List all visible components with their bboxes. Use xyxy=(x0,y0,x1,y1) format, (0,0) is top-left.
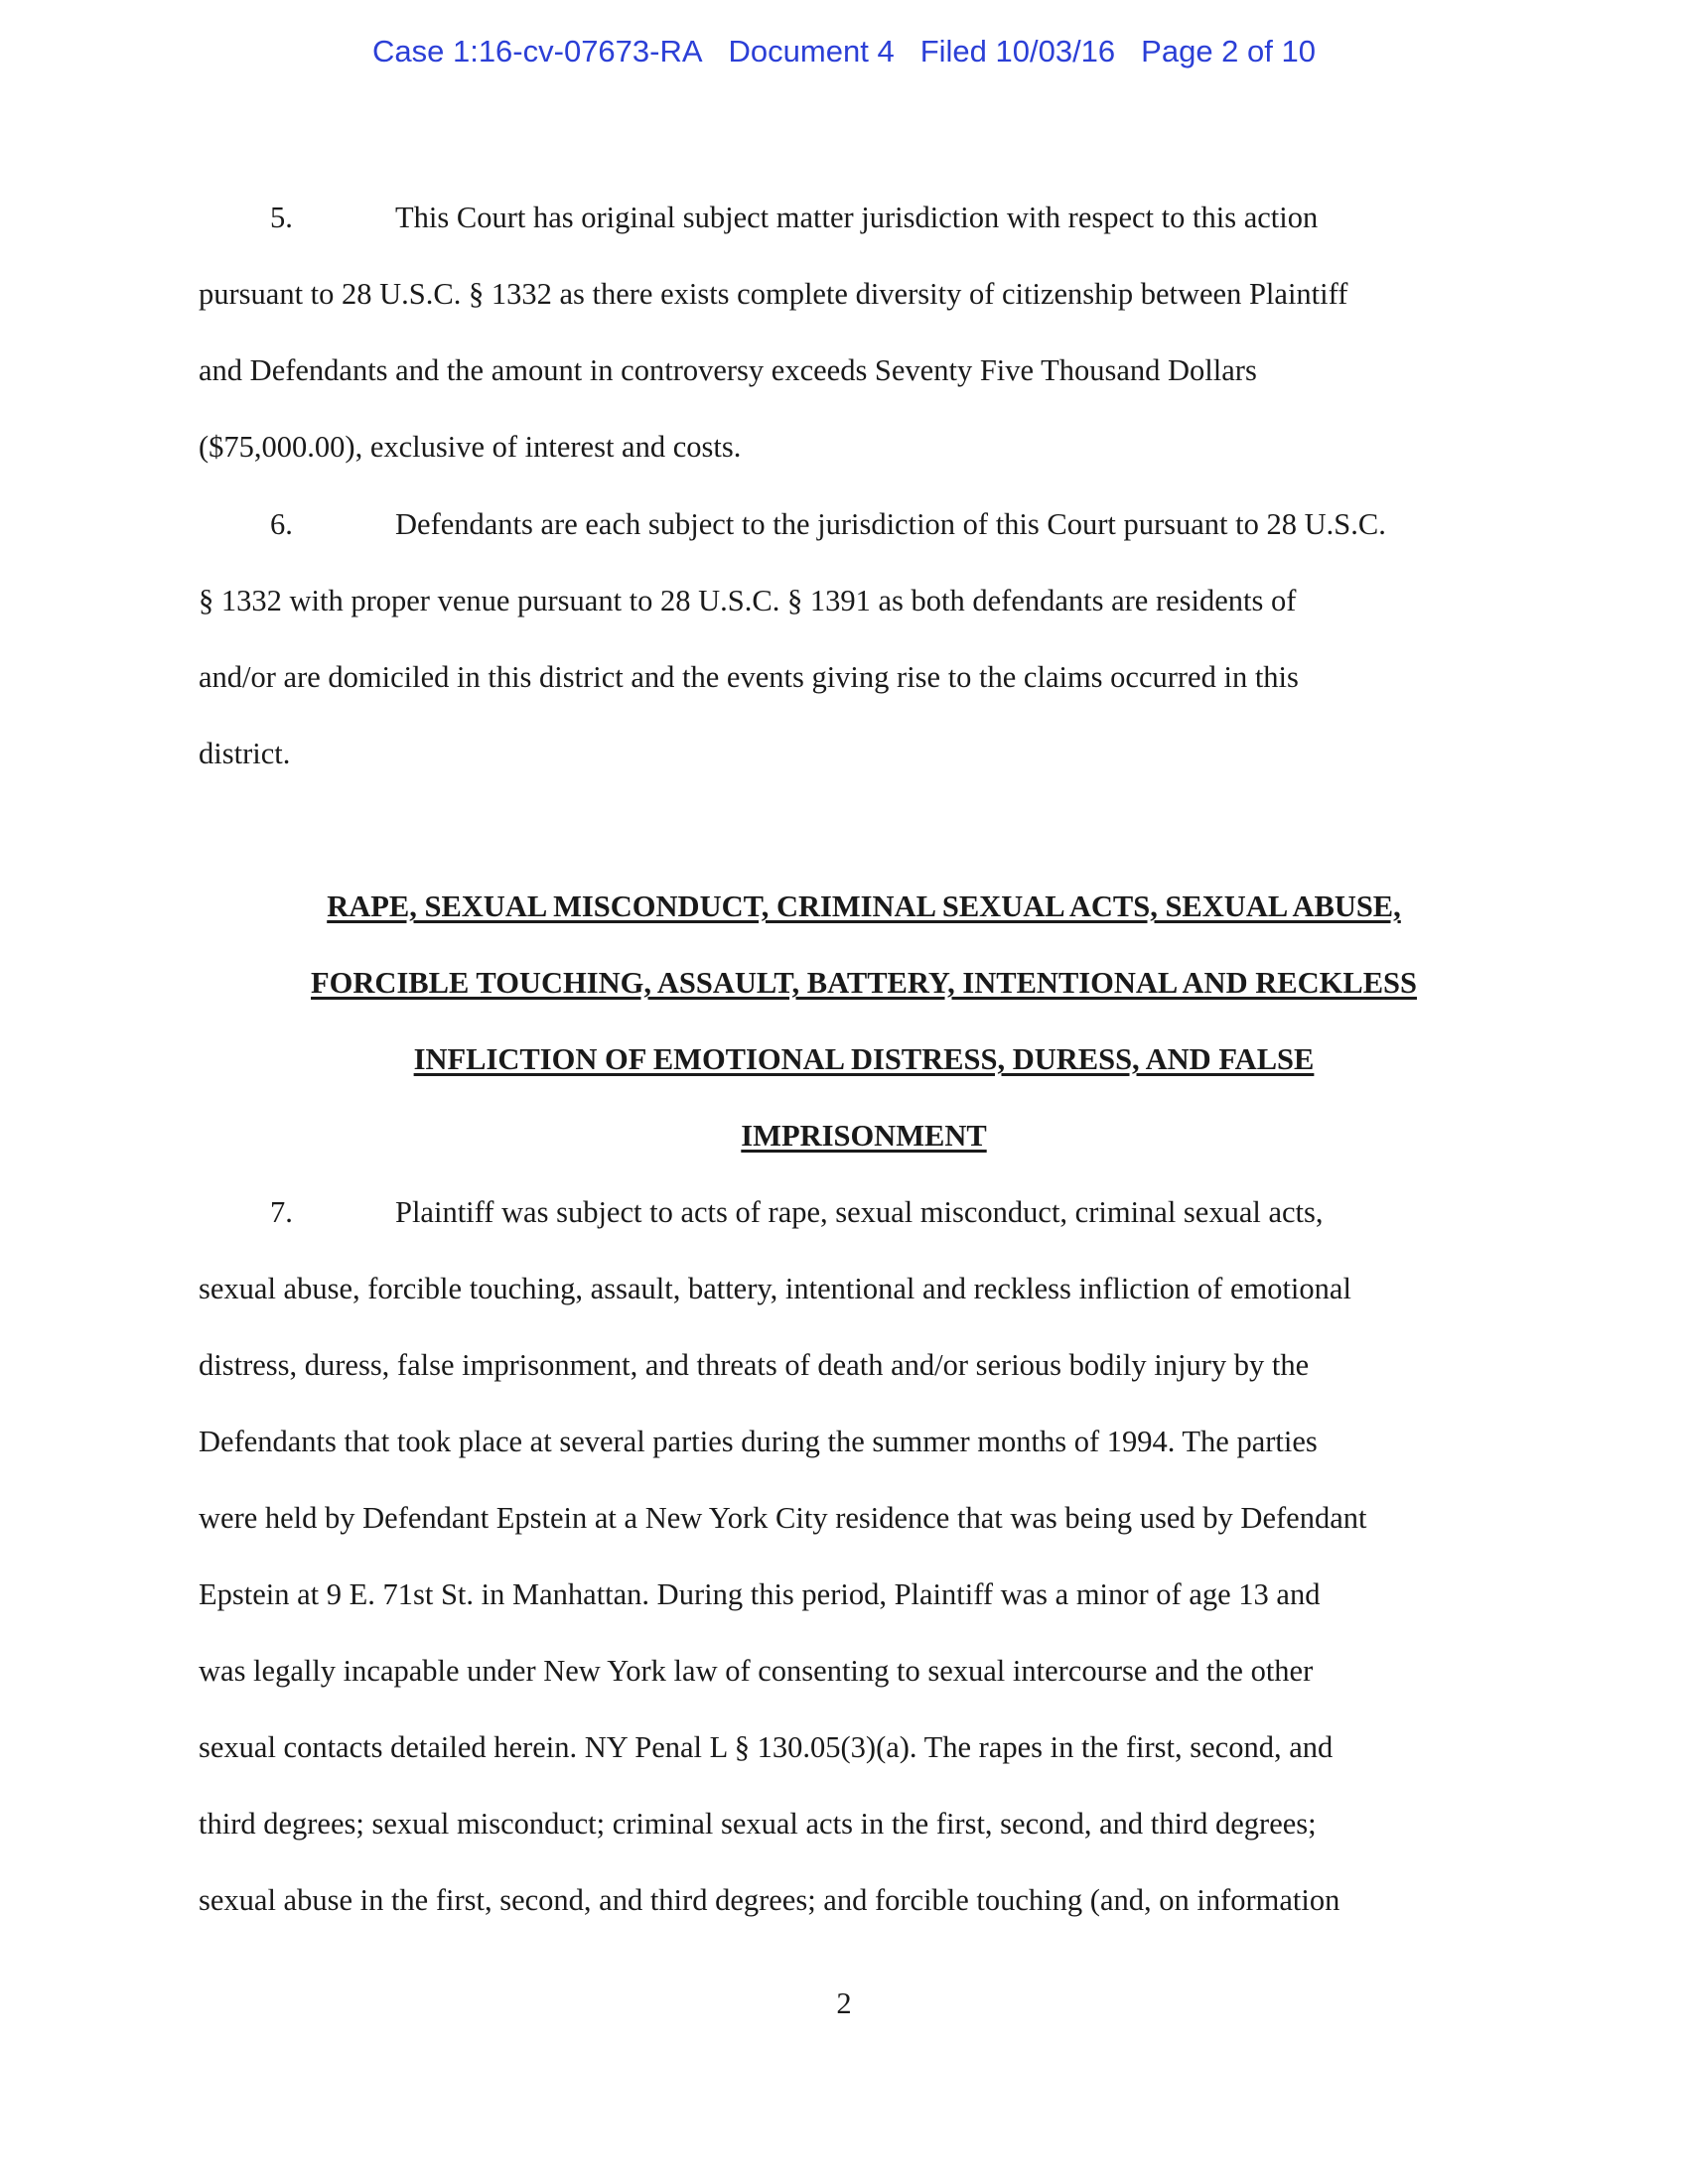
paragraph-5-line-3: and Defendants and the amount in controversy exceeds Seventy Five Thousand Dollars xyxy=(199,353,1257,387)
paragraph-6-line-4: district. xyxy=(199,737,291,770)
case-number: Case 1:16-cv-07673-RA xyxy=(371,34,703,68)
paragraph-5-line-2: pursuant to 28 U.S.C. § 1332 as there exists complete diversity of citizenship between Plaintiff xyxy=(199,277,1348,311)
paragraph-5-number: 5. xyxy=(270,201,293,234)
paragraph-6-line-2: § 1332 with proper venue pursuant to 28 U.S.C. § 1391 as both defendants are residents of xyxy=(199,584,1297,617)
section-heading-line-2: FORCIBLE TOUCHING, ASSAULT, BATTERY, INTENTIONAL AND RECKLESS xyxy=(311,966,1417,1000)
paragraph-7-line-4: Defendants that took place at several parties during the summer months of 1994. The parties xyxy=(199,1425,1318,1458)
paragraph-7-number: 7. xyxy=(270,1195,293,1229)
page-indicator: Page 2 of 10 xyxy=(1141,34,1316,68)
section-heading-line-3: INFLICTION OF EMOTIONAL DISTRESS, DURESS, AND FALSE xyxy=(413,1042,1315,1076)
page-number: 2 xyxy=(836,1986,852,2020)
paragraph-5-line-1: This Court has original subject matter jurisdiction with respect to this action xyxy=(395,201,1319,234)
paragraph-7-line-6: Epstein at 9 E. 71st St. in Manhattan. During this period, Plaintiff was a minor of age 13 and xyxy=(199,1577,1321,1611)
paragraph-7-line-3: distress, duress, false imprisonment, and threats of death and/or serious bodily injury by the xyxy=(199,1348,1310,1382)
paragraph-7-line-2: sexual abuse, forcible touching, assault, battery, intentional and reckless infliction of emotional xyxy=(199,1272,1351,1305)
document-number: Document 4 xyxy=(728,34,895,68)
paragraph-6-number: 6. xyxy=(270,507,293,541)
paragraph-7-line-10: sexual abuse in the first, second, and third degrees; and forcible touching (and, on information xyxy=(199,1883,1340,1917)
paragraph-7-line-1: Plaintiff was subject to acts of rape, sexual misconduct, criminal sexual acts, xyxy=(395,1195,1324,1229)
paragraph-7-line-7: was legally incapable under New York law of consenting to sexual intercourse and the other xyxy=(199,1654,1314,1688)
case-header xyxy=(0,34,1688,69)
paragraph-6-line-1: Defendants are each subject to the jurisdiction of this Court pursuant to 28 U.S.C. xyxy=(395,507,1386,541)
paragraph-6-line-3: and/or are domiciled in this district and the events giving rise to the claims occurred in this xyxy=(199,660,1299,694)
paragraph-7-line-9: third degrees; sexual misconduct; criminal sexual acts in the first, second, and third degrees; xyxy=(199,1807,1317,1841)
paragraph-7-line-8: sexual contacts detailed herein. NY Penal L § 130.05(3)(a). The rapes in the first, second, and xyxy=(199,1730,1334,1764)
section-heading-line-4: IMPRISONMENT xyxy=(741,1119,987,1153)
paragraph-7-line-5: were held by Defendant Epstein at a New York City residence that was being used by Defendant xyxy=(199,1501,1367,1535)
section-heading-line-1: RAPE, SEXUAL MISCONDUCT, CRIMINAL SEXUAL ACTS, SEXUAL ABUSE, xyxy=(327,889,1401,923)
filed-date: Filed 10/03/16 xyxy=(919,34,1116,68)
paragraph-5-line-4: ($75,000.00), exclusive of interest and costs. xyxy=(199,430,742,464)
